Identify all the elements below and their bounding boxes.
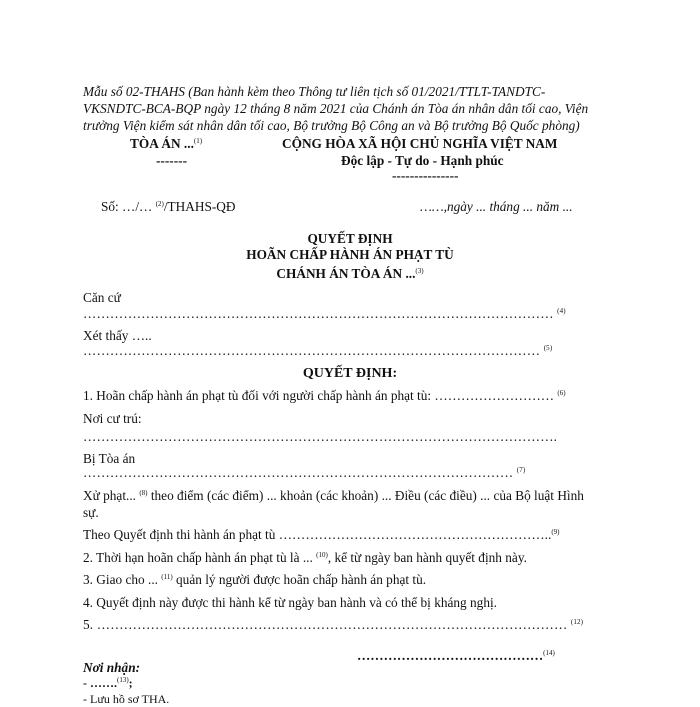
note-ref: (3) — [415, 267, 424, 275]
recipients-heading: Nơi nhận: — [83, 660, 141, 675]
note-ref: (6) — [557, 389, 566, 397]
recipient-item: - …….$^{(13)}$; — [83, 676, 133, 690]
form-intro — [83, 83, 623, 134]
note-ref: (13) — [117, 676, 129, 684]
item-3: 3. Giao cho ... $^{(11)}$ quản lý người được hoãn chấp hành án phạt tù. — [83, 572, 427, 587]
note-ref: (9) — [551, 528, 560, 536]
court-name: TÒA ÁN ...$^{(1)}$ — [130, 136, 203, 151]
note-ref: (14) — [543, 649, 555, 657]
note-ref: (2) — [155, 200, 164, 208]
decision-heading: QUYẾT ĐỊNH: — [302, 366, 398, 381]
national-motto: Độc lập - Tự do - Hạnh phúc — [341, 153, 504, 168]
note-ref: (1) — [193, 137, 203, 145]
noi-cu-tru-label: Nơi cư trú: — [83, 411, 142, 426]
note-ref: (10) — [316, 551, 328, 559]
xu-phat-line-end: sự. — [83, 505, 99, 520]
form-intro-line: Mẫu số 02-THAHS (Ban hành kèm theo Thông tư liên tịch số 01/2021/TTLT-TANDTC- — [83, 84, 546, 99]
document-number: Số: …/… $^{(2)}$/THAHS-QĐ — [101, 199, 236, 214]
note-ref: (12) — [570, 618, 584, 626]
recipient-item: - Lưu hồ sơ THA. — [83, 692, 170, 706]
note-ref: (7) — [516, 466, 526, 474]
noi-cu-tru-field: ……………………………………………………………………………………………. — [83, 429, 558, 444]
item-1: 1. Hoãn chấp hành án phạt tù đối với người chấp hành án phạt tù: ……………………… $^{(6)}$ — [83, 388, 566, 403]
decision-subtitle: HOÃN CHẤP HÀNH ÁN PHẠT TÙ — [246, 247, 454, 262]
note-ref: (5) — [543, 344, 553, 352]
note-ref: (8) — [139, 489, 148, 497]
xet-thay-label: Xét thấy ….. — [83, 328, 152, 343]
decision-title: QUYẾT ĐỊNH — [307, 231, 393, 246]
motto-separator: --------------- — [392, 168, 459, 183]
xet-thay-field: ………………………………………………………………………………………… $^{(5)}$ — [83, 343, 553, 358]
item-2: 2. Thời hạn hoãn chấp hành án phạt tù là ... $^{(10)}$, kể từ ngày ban hành quyết định này. — [83, 550, 527, 565]
court-separator: ------- — [156, 153, 187, 168]
theo-quyet-dinh: Theo Quyết định thi hành án phạt tù ……………………………………………………..$^{(9)}$ — [83, 527, 560, 542]
bi-toa-an-label: Bị Tòa án — [83, 451, 136, 466]
bi-toa-an-field: …………………………………………………………………………………… $^{(7)}$ — [83, 465, 526, 480]
can-cu-label: Căn cứ — [83, 290, 121, 305]
note-ref: (11) — [161, 573, 173, 581]
item-5: 5. …………………………………………………………………………………………… $^{(12)}$ — [83, 617, 584, 632]
document-date: ……,ngày ... tháng ... năm ... — [420, 199, 573, 214]
can-cu-field: …………………………………………………………………………………………… $^{(4)}$ — [83, 306, 566, 321]
signature-line: ……………………………………$^{(14)}$ — [357, 648, 555, 663]
note-ref: (4) — [557, 307, 566, 315]
xu-phat-line: Xử phạt... $^{(8)}$ theo điểm (các điểm) ... khoản (các khoản) ... Điều (các điều) ... của Bộ luật Hình — [83, 488, 584, 503]
form-intro-line: VKSNDTC-BCA-BQP ngày 12 tháng 8 năm 2021 của Chánh án Tòa án nhân dân tối cao, Viện — [83, 101, 589, 116]
national-title: CỘNG HÒA XÃ HỘI CHỦ NGHĨA VIỆT NAM — [282, 136, 558, 151]
issuer-title: CHÁNH ÁN TÒA ÁN ...$^{(3)}$ — [276, 266, 424, 281]
form-intro-line: trưởng Viện kiểm sát nhân dân tối cao, Bộ trưởng Bộ Công an và Bộ trưởng Bộ Quốc phòng) — [83, 118, 580, 133]
item-4: 4. Quyết định này được thi hành kể từ ngày ban hành và có thể bị kháng nghị. — [83, 595, 497, 610]
